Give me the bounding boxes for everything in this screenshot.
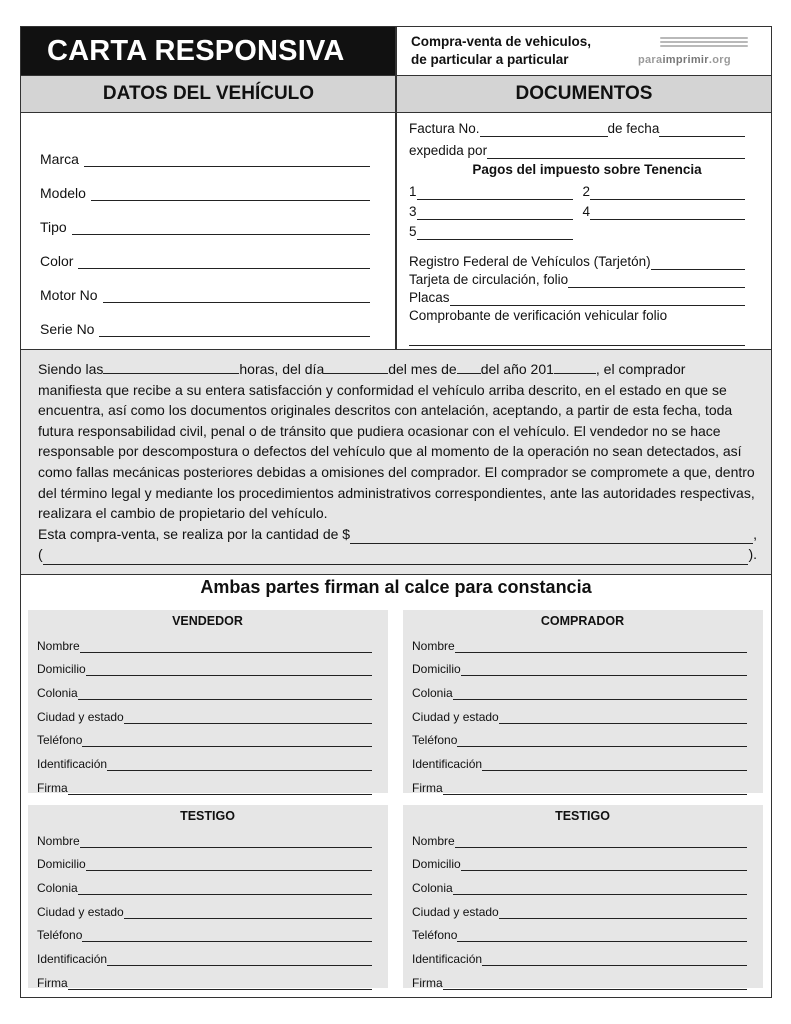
signature-field-nombre[interactable]: Nombre bbox=[412, 629, 753, 653]
field-expedida[interactable]: expedida por bbox=[409, 141, 745, 159]
signature-field-ciudad-y-estado[interactable]: Ciudad y estado bbox=[37, 700, 378, 724]
signature-field-tel-fono[interactable]: Teléfono bbox=[37, 724, 378, 748]
field-motor[interactable]: Motor No bbox=[40, 269, 370, 303]
dia-blank[interactable] bbox=[324, 362, 388, 374]
document-title: CARTA RESPONSIVA bbox=[21, 27, 396, 75]
documents-fields bbox=[409, 119, 745, 346]
subtitle-line-2: de particular a particular bbox=[411, 52, 569, 67]
mes-blank[interactable] bbox=[457, 362, 481, 374]
field-color[interactable]: Color bbox=[40, 235, 370, 269]
amount-blank[interactable] bbox=[350, 530, 753, 544]
testigo-box-2: TESTIGO Nombre Domicilio Colonia Ciudad y estado Teléfono Identificación Firma bbox=[403, 805, 763, 988]
amount-words-blank[interactable] bbox=[43, 551, 749, 565]
site-logo bbox=[638, 37, 752, 71]
subtitle-line-1: Compra-venta de vehiculos, bbox=[411, 34, 592, 49]
signature-field-firma[interactable]: Firma bbox=[412, 771, 753, 795]
signature-field-firma[interactable]: Firma bbox=[37, 771, 378, 795]
signature-field-ciudad-y-estado[interactable]: Ciudad y estado bbox=[37, 895, 378, 919]
pagos-row-3[interactable]: 5 bbox=[409, 222, 745, 240]
signature-field-colonia[interactable]: Colonia bbox=[412, 676, 753, 700]
signature-field-identificaci-n[interactable]: Identificación bbox=[412, 747, 753, 771]
logo-text: paraimprimir.org bbox=[638, 54, 731, 66]
amount-line: Esta compra-venta, se realiza por la cantidad de $ , bbox=[38, 524, 757, 545]
comprador-box: COMPRADOR Nombre Domicilio Colonia Ciudad y estado Teléfono Identificación Firma bbox=[403, 610, 763, 793]
signature-field-nombre[interactable]: Nombre bbox=[412, 824, 753, 848]
signature-field-firma[interactable]: Firma bbox=[37, 966, 378, 990]
testigo-box-1: TESTIGO Nombre Domicilio Colonia Ciudad y estado Teléfono Identificación Firma bbox=[28, 805, 388, 988]
column-divider bbox=[395, 27, 397, 349]
field-registro[interactable]: Registro Federal de Vehículos (Tarjetón) bbox=[409, 252, 745, 270]
signature-field-identificaci-n[interactable]: Identificación bbox=[37, 942, 378, 966]
field-modelo[interactable]: Modelo bbox=[40, 167, 370, 201]
signature-field-nombre[interactable]: Nombre bbox=[37, 824, 378, 848]
statement-body: manifiesta que recibe a su entera satisfacción y conformidad el vehículo arriba descrito, en el estado en que se encuentra, así como los documentos originales descritos con antelación, aceptando, a partir de esta fecha, toda futura responsabilidad civil, penal o de tránsito que pudiera ocasionar con el vehículo. El vendedor no se hace responsable por descompostura o defectos del vehículo que al momento de la operación no sean detectados, así como fallas mecánicas posteriores debidas a omisiones del comprador. El comprador se compromete a que, dentro del término legal y mediante los procedimientos administrativos correspondientes, ante las autoridades respectivas, realizara el cambio de propietario del vehículo. bbox=[38, 381, 755, 522]
pagos-row-2[interactable]: 3 4 bbox=[409, 202, 745, 220]
statement-block bbox=[21, 349, 771, 575]
signature-field-colonia[interactable]: Colonia bbox=[37, 871, 378, 895]
signature-field-domicilio[interactable]: Domicilio bbox=[412, 653, 753, 677]
signature-field-firma[interactable]: Firma bbox=[412, 966, 753, 990]
vehicle-section-heading: DATOS DEL VEHÍCULO bbox=[21, 75, 396, 113]
document-subtitle bbox=[411, 33, 641, 69]
field-comprobante-line[interactable] bbox=[409, 324, 745, 346]
hora-blank[interactable] bbox=[103, 362, 239, 374]
logo-lines-icon bbox=[660, 37, 748, 52]
field-comprobante: Comprobante de verificación vehicular folio bbox=[409, 308, 668, 323]
pagos-row-1[interactable]: 1 2 bbox=[409, 182, 745, 200]
field-factura[interactable]: Factura No. de fecha bbox=[409, 119, 745, 137]
signature-field-ciudad-y-estado[interactable]: Ciudad y estado bbox=[412, 700, 753, 724]
field-marca[interactable]: Marca bbox=[40, 133, 370, 167]
signature-field-domicilio[interactable]: Domicilio bbox=[412, 848, 753, 872]
document-frame bbox=[20, 26, 772, 998]
field-tarjeta[interactable]: Tarjeta de circulación, folio bbox=[409, 270, 745, 288]
signature-field-tel-fono[interactable]: Teléfono bbox=[412, 919, 753, 943]
vehicle-fields bbox=[40, 133, 370, 337]
field-placas[interactable]: Placas bbox=[409, 288, 745, 306]
documents-section-heading: DOCUMENTOS bbox=[396, 75, 771, 113]
pagos-title: Pagos del impuesto sobre Tenencia bbox=[472, 162, 702, 177]
signature-field-domicilio[interactable]: Domicilio bbox=[37, 653, 378, 677]
signature-field-domicilio[interactable]: Domicilio bbox=[37, 848, 378, 872]
signature-field-ciudad-y-estado[interactable]: Ciudad y estado bbox=[412, 895, 753, 919]
signatures-title: Ambas partes firman al calce para constancia bbox=[200, 577, 592, 597]
signature-field-tel-fono[interactable]: Teléfono bbox=[37, 919, 378, 943]
statement-first-line: Siendo las horas, del día del mes de del año 201 , el comprador bbox=[38, 361, 686, 377]
anio-blank[interactable] bbox=[554, 362, 596, 374]
signature-field-colonia[interactable]: Colonia bbox=[37, 676, 378, 700]
amount-words-line: ( ). bbox=[38, 544, 757, 565]
field-tipo[interactable]: Tipo bbox=[40, 201, 370, 235]
signature-field-colonia[interactable]: Colonia bbox=[412, 871, 753, 895]
vendedor-box: VENDEDOR Nombre Domicilio Colonia Ciudad y estado Teléfono Identificación Firma bbox=[28, 610, 388, 793]
signature-field-identificaci-n[interactable]: Identificación bbox=[37, 747, 378, 771]
field-serie[interactable]: Serie No bbox=[40, 303, 370, 337]
signature-field-identificaci-n[interactable]: Identificación bbox=[412, 942, 753, 966]
signature-field-tel-fono[interactable]: Teléfono bbox=[412, 724, 753, 748]
signature-field-nombre[interactable]: Nombre bbox=[37, 629, 378, 653]
